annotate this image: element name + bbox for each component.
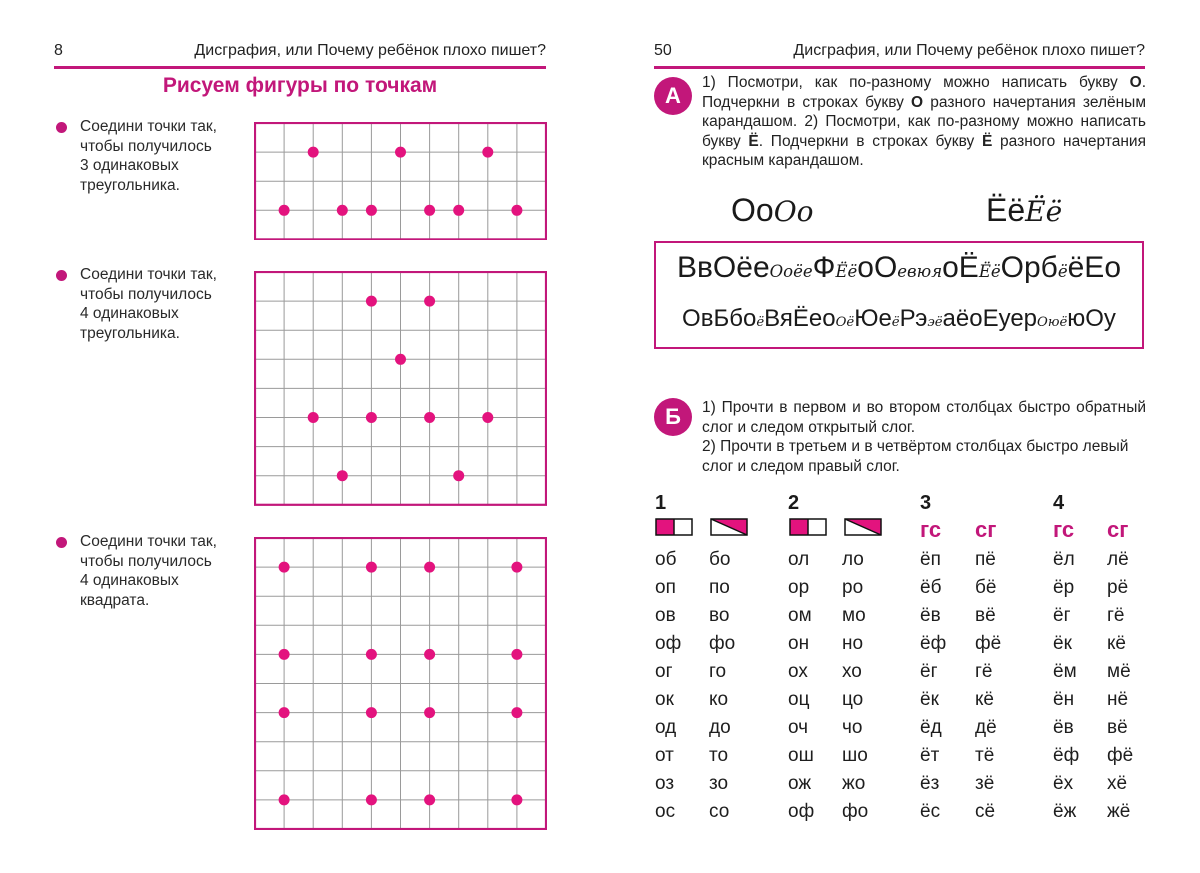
text-line: 4 одинаковых (80, 572, 179, 589)
dot[interactable] (511, 562, 522, 573)
column-number-4: 4 (1053, 492, 1065, 514)
print-yo: Ёё (986, 192, 1026, 228)
syllable: хё (1107, 773, 1128, 794)
syllable: оф (788, 801, 815, 822)
dot[interactable] (453, 470, 464, 481)
syllable: ро (842, 577, 864, 598)
bullet-icon (56, 122, 67, 133)
page-number: 50 (654, 42, 672, 59)
text-line: треугольника. (80, 324, 180, 342)
syllable: ож (788, 773, 812, 794)
dot[interactable] (279, 794, 290, 805)
syllable: ёф (920, 633, 947, 654)
dot[interactable] (395, 147, 406, 158)
syllable: ёл (1053, 549, 1075, 570)
text-line: 4 одинаковых (80, 305, 179, 322)
syllable: он (788, 633, 810, 654)
text-line: чтобы получилось (80, 285, 212, 303)
dot[interactable] (366, 205, 377, 216)
instruction-line: 1) Прочти в первом и во втором столбцах быстро обратный слог и следом открытый слог. (702, 399, 1146, 436)
dot[interactable] (337, 205, 348, 216)
syllable: ёд (920, 717, 942, 738)
text-line: чтобы получилось (80, 137, 212, 155)
syllable: ох (788, 661, 808, 682)
marker-gs: гс (920, 517, 942, 542)
dot[interactable] (424, 707, 435, 718)
print-letters: ВвОёе (676, 251, 770, 284)
dot[interactable] (279, 707, 290, 718)
text-line: Соедини точки так, (80, 266, 217, 283)
section-b-instructions (702, 398, 1146, 476)
syllable: жо (842, 773, 866, 794)
task-1-text (80, 117, 217, 195)
syllable: об (655, 549, 677, 570)
syllable: фё (1107, 745, 1134, 766)
syllable: од (655, 717, 677, 738)
dot[interactable] (366, 412, 377, 423)
syllable: по (709, 577, 730, 598)
dot[interactable] (366, 794, 377, 805)
syllable: ло (842, 549, 864, 570)
dot[interactable] (366, 296, 377, 307)
syllable: кё (975, 689, 994, 710)
text-line: Соедини точки так, (80, 533, 217, 550)
dot[interactable] (366, 649, 377, 660)
cursive-letters: ё (891, 315, 900, 330)
syllable: бо (709, 549, 731, 570)
syllable: ём (1053, 661, 1077, 682)
cursive-o: Оо (773, 195, 814, 228)
syllable: ёв (920, 605, 941, 626)
task-3-text (80, 532, 217, 610)
column-number-1: 1 (655, 492, 667, 514)
letters-row-1[interactable] (656, 251, 1142, 285)
page-title: Рисуем фигуры по точкам (162, 74, 438, 97)
syllable: пё (975, 549, 996, 570)
column-number-2: 2 (788, 492, 800, 514)
running-head: Дисграфия, или Почему ребёнок плохо пишет? (194, 42, 546, 59)
syllable: оц (788, 689, 810, 710)
syllable: ёж (1053, 801, 1077, 822)
marker-gs: гс (1053, 517, 1075, 542)
syllable: дё (975, 717, 997, 738)
dot[interactable] (308, 147, 319, 158)
dot[interactable] (424, 412, 435, 423)
bold-letter: О (1129, 74, 1142, 91)
syllable: ок (655, 689, 674, 710)
syllable: но (842, 633, 864, 654)
syllable: от (655, 745, 674, 766)
bullet-icon (56, 537, 67, 548)
dot[interactable] (482, 412, 493, 423)
print-letters: оО (857, 251, 898, 284)
dot[interactable] (424, 205, 435, 216)
instruction-line: 2) Прочти в третьем и в четвёртом столбцах быстро левый слог и следом правый слог. (702, 438, 1129, 475)
dot[interactable] (279, 562, 290, 573)
open-syllable-icon (844, 518, 882, 536)
syllable: зо (709, 773, 729, 794)
syllable: оч (788, 717, 809, 738)
column-number-3: 3 (920, 492, 932, 514)
cursive-letters: ё (1057, 262, 1068, 281)
dot[interactable] (366, 562, 377, 573)
syllable: шо (842, 745, 868, 766)
syllable: го (709, 661, 727, 682)
syllable: ош (788, 745, 814, 766)
instruction-text: . Подчеркни в строках букву (702, 74, 1146, 111)
print-letters: ёЕо (1067, 251, 1122, 284)
instruction-text: 1) Посмотри, как по-разному можно написать букву (702, 74, 1130, 91)
instruction-text: . Подчеркни в строках букву (758, 132, 982, 150)
text-line: Соедини точки так, (80, 118, 217, 135)
print-letters: Юе (854, 305, 892, 332)
syllable: ог (655, 661, 673, 682)
print-letters: Ф (812, 251, 836, 284)
syllable: фё (975, 633, 1002, 654)
syllable: ом (788, 605, 812, 626)
dot[interactable] (424, 296, 435, 307)
cursive-letters: Ооёе (769, 262, 813, 281)
section-a-badge: А (654, 77, 692, 115)
text-line: 3 одинаковых (80, 157, 179, 174)
cursive-letters: ё (756, 315, 765, 330)
syllable: ол (788, 549, 810, 570)
task-2-text (80, 265, 217, 343)
cursive-yo: Ёё (1025, 195, 1063, 228)
bold-letter: Ё (981, 132, 993, 150)
syllable: зё (975, 773, 995, 794)
text-line: чтобы получилось (80, 552, 212, 570)
dot[interactable] (395, 354, 406, 365)
syllable: ёк (1053, 633, 1072, 654)
syllable: рё (1107, 577, 1129, 598)
closed-syllable-icon (655, 518, 693, 536)
syllable: цо (842, 689, 864, 710)
syllable: до (709, 717, 731, 738)
syllable: ко (709, 689, 729, 710)
cursive-letters: Оюё (1037, 315, 1068, 330)
syllable: ёх (1053, 773, 1074, 794)
bullet-icon (56, 270, 67, 281)
running-head: Дисграфия, или Почему ребёнок плохо пишет? (793, 42, 1145, 59)
syllable: ёр (1053, 577, 1075, 598)
page-number: 8 (54, 42, 63, 59)
syllable: гё (975, 661, 993, 682)
dot[interactable] (337, 470, 348, 481)
syllable: бё (975, 577, 997, 598)
marker-sg: сг (975, 517, 997, 542)
syllable: ёг (1053, 605, 1071, 626)
syllable: фо (709, 633, 736, 654)
dot[interactable] (511, 794, 522, 805)
syllable: кё (1107, 633, 1126, 654)
print-letters: Рэ (899, 305, 928, 332)
section-b-badge: Б (654, 398, 692, 436)
instruction-text: разного начертания красным карандашом. (702, 132, 1146, 169)
dot[interactable] (511, 649, 522, 660)
bold-letter: Ё (748, 132, 759, 150)
syllable: ов (655, 605, 676, 626)
syllable: нё (1107, 689, 1129, 710)
syllable: ёп (920, 549, 941, 570)
open-syllable-icon (710, 518, 748, 536)
syllable: то (709, 745, 729, 766)
syllable: во (709, 605, 730, 626)
print-letters: ОвБбо (682, 305, 757, 332)
syllable: сё (975, 801, 996, 822)
header-rule (54, 66, 546, 69)
syllable: ёф (1053, 745, 1080, 766)
print-letters: Орб (1000, 251, 1058, 284)
sample-letter-yo (986, 192, 1062, 229)
sample-letter-o (731, 192, 814, 229)
print-o: Оо (731, 192, 774, 228)
syllable: со (709, 801, 730, 822)
syllable: ёк (920, 689, 939, 710)
letters-row-2[interactable] (656, 305, 1142, 333)
syllable: ёб (920, 577, 942, 598)
syllable: жё (1107, 801, 1131, 822)
dot[interactable] (424, 562, 435, 573)
print-letters: оЁ (942, 251, 979, 284)
cursive-letters: эё (927, 315, 943, 330)
dot[interactable] (482, 147, 493, 158)
syllable: оф (655, 633, 682, 654)
syllable: чо (842, 717, 863, 738)
dot[interactable] (366, 707, 377, 718)
letters-frame (654, 241, 1144, 349)
syllable: лё (1107, 549, 1129, 570)
dot-grid-2[interactable] (254, 271, 547, 506)
dot[interactable] (279, 649, 290, 660)
syllable: ос (655, 801, 676, 822)
syllable: ор (788, 577, 810, 598)
marker-sg: сг (1107, 517, 1129, 542)
syllable: тё (975, 745, 995, 766)
dot[interactable] (511, 707, 522, 718)
print-letters: юОу (1067, 305, 1116, 332)
syllable: оз (655, 773, 675, 794)
print-letters: аёоЕуер (942, 305, 1038, 332)
cursive-letters: Ёё (978, 262, 1001, 281)
syllable: гё (1107, 605, 1125, 626)
syllable: ёг (920, 661, 938, 682)
syllable: ёс (920, 801, 941, 822)
text-line: треугольника. (80, 176, 180, 194)
bold-letter: О (911, 93, 924, 111)
syllable: ён (1053, 689, 1075, 710)
print-letters: ВяЁео (764, 305, 836, 332)
syllable: хо (842, 661, 862, 682)
syllable: ёз (920, 773, 940, 794)
dot[interactable] (308, 412, 319, 423)
cursive-letters: Оё (835, 315, 855, 330)
instruction-text: разного начертания зелёным карандашом. 2) Посмотри, как по-разному можно написать букву (702, 93, 1146, 150)
syllable: ёв (1053, 717, 1074, 738)
syllable: ёт (920, 745, 940, 766)
syllable: фо (842, 801, 869, 822)
syllable: вё (1107, 717, 1128, 738)
cursive-letters: Ёё (835, 262, 858, 281)
section-a-instructions (702, 73, 1146, 171)
syllable: оп (655, 577, 676, 598)
dot[interactable] (424, 794, 435, 805)
header-rule (654, 66, 1145, 69)
dot[interactable] (279, 205, 290, 216)
dot[interactable] (453, 205, 464, 216)
text-line: квадрата. (80, 591, 150, 609)
syllable: мо (842, 605, 866, 626)
dot[interactable] (424, 649, 435, 660)
dot[interactable] (511, 205, 522, 216)
closed-syllable-icon (789, 518, 827, 536)
cursive-letters: евюя (897, 262, 943, 281)
dot-grid-3[interactable] (254, 537, 547, 830)
syllable: вё (975, 605, 996, 626)
dot-grid-1[interactable] (254, 122, 547, 240)
syllable: мё (1107, 661, 1131, 682)
